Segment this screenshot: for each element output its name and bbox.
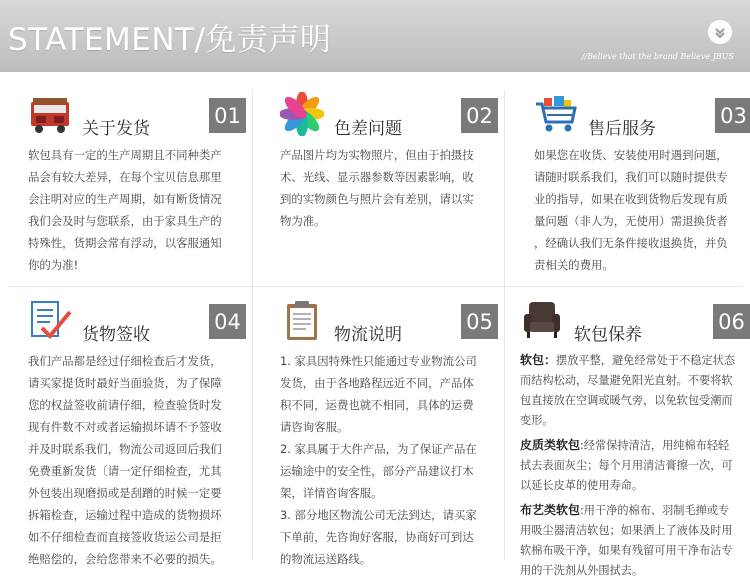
paragraph-text: :经常保持清洁，用纯棉布轻轻拭去表面灰尘；每个月用清洁膏擦一次，可以延长皮革的使用寿命。	[520, 439, 733, 492]
card-color-difference	[280, 92, 510, 282]
sofa-chair-icon	[520, 298, 564, 342]
card-after-sales	[534, 92, 750, 282]
paragraph-text: 摆放平整，避免经常处于不稳定状态而结构松动，尽量避免阳光直射。不要将软包直接放在空调或暖气旁，以免软包受潮而变形。	[520, 354, 736, 427]
card-title: 货物签收	[82, 325, 150, 345]
paragraph-text: :用干净的棉布、羽制毛掸或专用吸尘器清洁软包；如果洒上了液体及时用软棉布吸干净，如果有残留可用干净布沾专用的干洗剂从外围拭去。	[520, 504, 733, 577]
brand-tagline: //Believe that the brand Believe JBUS	[581, 52, 734, 61]
card-receipt	[28, 298, 258, 566]
card-number: 01	[209, 98, 246, 133]
card-title: 关于发货	[82, 119, 150, 139]
card-text: 如果您在收货、安装使用时遇到问题， 请随时联系我们，我们可以随时提供专 业的指导，如果在收到货物后发现有质 量问题（非人为，无使用）需退换货者 ，经确认我们无条件接收退换货，并负 责相关的费用。	[534, 148, 728, 272]
card-text: 软包具有一定的生产周期且不同种类产 品会有较大差异，在每个宝贝信息那里 会注明对应的生产周期，如有断货情况 我们会及时与您联系，由于家具生产的 特殊性，货期会常有浮动，以客服通知 你的为准!	[28, 148, 222, 272]
card-number: 05	[461, 304, 498, 339]
card-number: 02	[461, 98, 498, 133]
maintenance-paragraph	[520, 500, 736, 581]
card-text	[520, 350, 736, 585]
card-title: 售后服务	[588, 119, 656, 139]
card-number: 03	[715, 98, 750, 133]
chevron-down-icon	[713, 25, 727, 39]
maintenance-paragraph	[520, 350, 736, 431]
paragraph-lead: 布艺类软包	[520, 503, 581, 517]
card-number: 04	[209, 304, 246, 339]
card-title: 软包保养	[574, 325, 642, 345]
maintenance-paragraph	[520, 435, 736, 496]
card-text: 我们产品都是经过仔细检查后才发货， 请买家提货时最好当面验货，为了保障 您的权益签收前请仔细，检查验货时发 现有件数不对或者运输损坏请不予签收 并及时联系我们，物流公司返回后我们 免费重新发货〔请一定仔细检查，尤其 外包装出现磨损或是刮蹭的时候一定要 拆箱检查，运输过程中造成的货物损坏 如不仔细检查而直接签收货运公司是拒 绝赔偿的，会给您带来不必要的损失。	[28, 354, 222, 566]
card-text: 产品图片均为实物照片，但由于拍摄技 术、光线、显示器参数等因素影响，收 到的实物颜色与照片会有差别，请以实 物为准。	[280, 148, 474, 228]
card-title: 物流说明	[334, 325, 402, 345]
delivery-truck-icon	[28, 92, 72, 136]
paragraph-lead: 软包：	[520, 353, 557, 367]
card-logistics	[280, 298, 510, 566]
header-banner	[0, 0, 750, 72]
row-divider	[8, 286, 742, 287]
clipboard-icon	[280, 298, 324, 342]
page-title: STATEMENT∕免责声明	[8, 22, 332, 58]
card-text: 1. 家具因特殊性只能通过专业物流公司 发货，由于各地路程远近不同，产品体 积不同，运费也就不相同，具体的运费 请咨询客服。 2. 家具属于大件产品，为了保证产品在 运输途中的安全性，部分产品建议打木 架，详情咨询客服。 3. 部分地区物流公司无法到达，请买家 下单前，先咨询好客服，协商好可到达 的物流运送路线。	[280, 354, 477, 566]
checklist-icon	[28, 298, 72, 342]
card-title: 色差问题	[334, 119, 402, 139]
shopping-cart-icon	[534, 92, 578, 136]
card-shipping	[28, 92, 258, 282]
header-scroll-button[interactable]	[708, 20, 732, 44]
paragraph-lead: 皮质类软包	[520, 438, 581, 452]
card-maintenance	[520, 298, 750, 577]
color-wheel-icon	[280, 92, 324, 136]
card-number: 06	[713, 304, 750, 339]
